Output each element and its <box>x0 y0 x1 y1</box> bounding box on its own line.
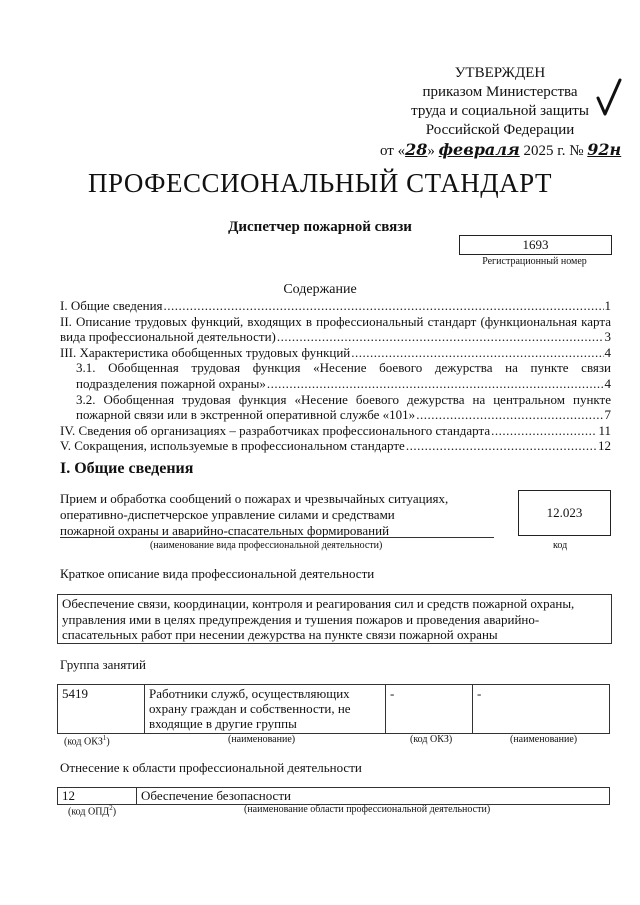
okz-name-cell: Работники служб, осуществляющих охрану граждан и собственности, не входящие в другие группы <box>145 685 386 734</box>
opd-name-caption: (наименование области профессиональной деятельности) <box>244 804 491 815</box>
brief-description-heading: Краткое описание вида профессиональной деятельности <box>60 566 375 581</box>
toc-heading: Содержание <box>283 282 357 297</box>
order-number: 92н <box>587 140 622 159</box>
approval-line4: Российской Федерации <box>425 122 575 138</box>
section-heading: I. Общие сведения <box>60 460 194 477</box>
professional-area-heading: Отнесение к области профессиональной деятельности <box>60 760 362 775</box>
okz-code-caption: (код ОКЗ$^1$) <box>64 734 110 748</box>
opd-name-cell: Обеспечение безопасности <box>137 788 610 805</box>
date-day: 28 <box>405 140 428 159</box>
toc-item-3-2-line1[interactable]: 3.2. Обобщенная трудовая функция «Несение боевого дежурства на центральном пункте <box>76 391 611 407</box>
date-mid: » <box>427 143 435 159</box>
table-of-contents <box>60 298 611 454</box>
toc-item-i[interactable]: I. Общие сведения ..... 1 <box>60 298 611 314</box>
approval-date-line <box>380 140 620 161</box>
activity-code-caption: код <box>553 540 568 551</box>
approval-line2: приказом Министерства <box>422 84 578 100</box>
professional-area-table <box>57 787 610 805</box>
brief-description-text: Обеспечение связи, координации, контроля и реагирования сил и средств пожарной охраны, управления ими в целях предупреждения и тушения пожаров и проведения аварийно-спасательных работ при несении дежурства на пункте связи пожарной охраны <box>62 596 575 643</box>
date-prefix: от « <box>380 143 406 159</box>
toc-item-ii-line1[interactable]: II. Описание трудовых функций, входящих в профессиональный стандарт (функциональная карта <box>60 313 611 329</box>
activity-kind-underline <box>60 537 494 538</box>
approval-line3: труда и социальной защиты <box>411 103 589 119</box>
occupation-group-heading: Группа занятий <box>60 657 146 672</box>
table-row <box>58 788 610 805</box>
check-mark-icon <box>596 78 622 118</box>
date-year: 2025 г. № <box>523 143 584 159</box>
okz-code-cell-2: - <box>386 685 473 734</box>
opd-code-cell: 12 <box>58 788 137 805</box>
date-month: февраля <box>438 140 520 159</box>
approval-block <box>380 64 620 161</box>
okz-name-cell-2: - <box>473 685 610 734</box>
standard-name: Диспетчер пожарной связи <box>228 219 412 235</box>
approval-line1: УТВЕРЖДЕН <box>454 65 546 81</box>
opd-code-caption: (код ОПД$^2$) <box>68 804 117 818</box>
toc-item-3-1-line2[interactable]: подразделения пожарной охраны» ..... 4 <box>60 376 611 392</box>
activity-code-box: 12.023 <box>518 490 611 536</box>
toc-item-iii[interactable]: III. Характеристика обобщенных трудовых функций ..... 4 <box>60 345 611 361</box>
toc-item-3-1-line1[interactable]: 3.1. Обобщенная трудовая функция «Несение боевого дежурства на пункте связи <box>76 360 611 376</box>
okz-name-caption-2: (наименование) <box>510 734 578 745</box>
toc-item-v[interactable]: V. Сокращения, используемые в профессиональном стандарте ..... 12 <box>60 438 611 454</box>
okz-code-cell: 5419 <box>58 685 145 734</box>
registration-caption: Регистрационный номер <box>482 256 587 267</box>
okz-code-caption-2: (код ОКЗ) <box>410 734 453 745</box>
toc-item-3-2-line2[interactable]: пожарной связи или в экстренной оперативной службе «101» ..... 7 <box>60 407 611 423</box>
registration-number-box: 1693 <box>459 235 612 255</box>
okz-name-caption: (наименование) <box>228 734 296 745</box>
activity-kind-caption: (наименование вида профессиональной деятельности) <box>150 540 383 551</box>
toc-item-iv[interactable]: IV. Сведения об организациях – разработчиках профессионального стандарта ..... 11 <box>60 423 611 439</box>
activity-kind-name: Прием и обработка сообщений о пожарах и чрезвычайных ситуациях, оперативно-диспетчерское управление силами и средствами пожарной охраны и аварийно-спасательных формирований <box>60 491 449 538</box>
toc-item-ii-line2[interactable]: вида профессиональной деятельности) ..... 3 <box>60 329 611 345</box>
occupation-group-table <box>57 684 610 734</box>
table-row <box>58 685 610 734</box>
page-title: ПРОФЕССИОНАЛЬНЫЙ СТАНДАРТ <box>87 168 553 198</box>
